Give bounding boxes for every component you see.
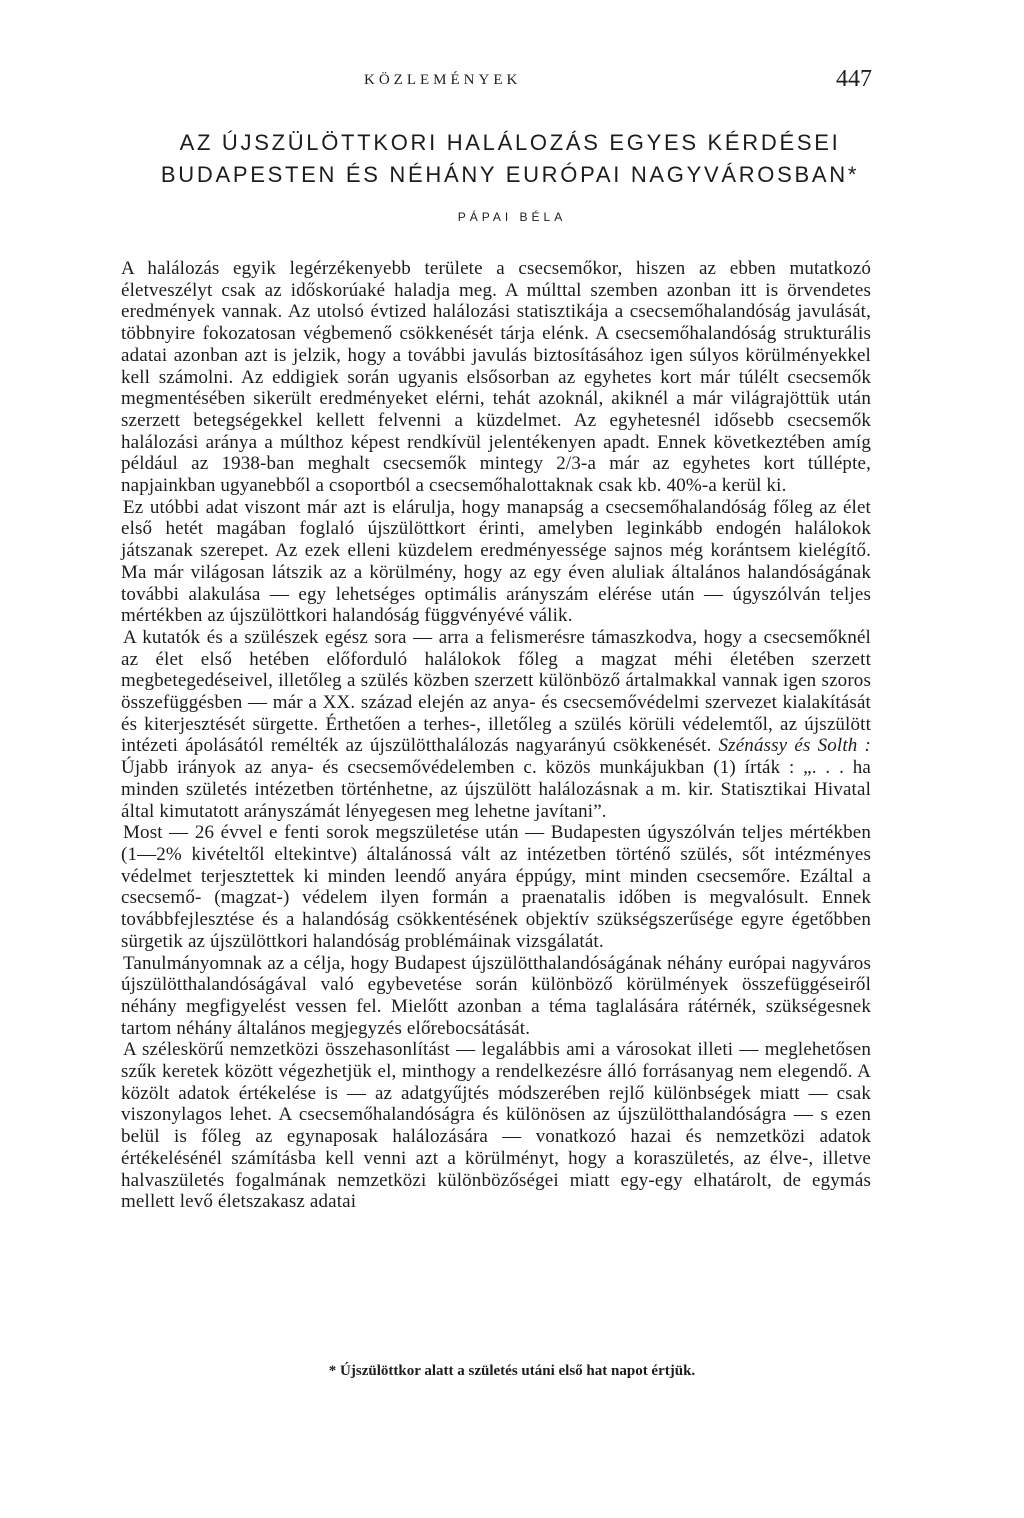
footnote: * Újszülöttkor alatt a születés utáni első hat napot értjük. bbox=[328, 1363, 696, 1379]
paragraph-5: Tanulmányomnak az a célja, hogy Budapest újszülötthalandóságának néhány európai nagyváros újszülötthalandóságával való egybevetése során különböző körülmények összefüggéseiről néhány megfigyelést vessen fel. Mielőtt azonban a téma taglalására rátérnék, szükségesnek tartom néhány általános megjegyzés előrebocsátását. bbox=[121, 952, 871, 1039]
running-head: KÖZLEMÉNYEK bbox=[364, 72, 522, 88]
paragraph-3-text-after: Újabb irányok az anya- és csecsemővédelemben c. közös munkájukban (1) írták : „. . . ha minden születés intézetben történhetne, az újszülött halálozásnak a m. kir. Statisztikai Hivatal által kimutatott arányszámát lényegesen meg lehetne javítani”. bbox=[121, 757, 871, 822]
article-body bbox=[121, 258, 871, 1213]
page-number: 447 bbox=[836, 66, 872, 92]
article-title bbox=[130, 127, 890, 191]
cited-authors: Szénássy és Solth : bbox=[718, 735, 871, 757]
paragraph-3 bbox=[121, 627, 871, 822]
author-name: PÁPAI BÉLA bbox=[457, 210, 567, 224]
paragraph-2: Ez utóbbi adat viszont már azt is elárulja, hogy manapság a csecsemőhalandóság főleg az élet első hetét magában foglaló újszülöttkort érinti, amelyben leginkább endogén halálokok játszanak szerepet. Az ezek elleni küzdelem eredményessége sajnos még korántsem kielégítő. Ma már világosan látszik az a körülmény, hogy az egy éven aluliak általános halandóságának további alakulása — egy lehetséges optimális arányszám elérése után — úgyszólván teljes mértékben az újszülöttkori halandóság függvényévé válik. bbox=[121, 496, 871, 627]
article-title-line-1: AZ ÚJSZÜLÖTTKORI HALÁLOZÁS EGYES KÉRDÉSEI bbox=[179, 130, 841, 155]
paragraph-6: A széleskörű nemzetközi összehasonlítást — legalábbis ami a városokat illeti — meglehetősen szűk keretek között végezhetjük el, minthogy a rendelkezésre álló forrásanyag nem elegendő. A közölt adatok értékelése is — az adatgyűjtés módszerében rejlő különbségek miatt — csak viszonylagos lehet. A csecsemőhalandóságra és különösen az újszülötthalandóságra — s ezen belül is főleg az egynaposak halálozására — vonatkozó hazai és nemzetközi adatok értékelésénél számításba kell venni azt a körülményt, hogy a koraszületés, az élve-, illetve halvaszületés fogalmának nemzetközi különbözőségei miatt egy-egy elhatárolt, de egymás mellett levő életszakasz adatai bbox=[121, 1039, 871, 1213]
article-title-line-2: BUDAPESTEN ÉS NÉHÁNY EURÓPAI NAGYVÁROSBAN* bbox=[160, 162, 860, 187]
paragraph-1: A halálozás egyik legérzékenyebb területe a csecsemőkor, hiszen az ebben mutatkozó életveszélyt csak az időskorúaké haladja meg. A múlttal szemben azonban itt is örvendetes eredmények vannak. Az utolsó évtized halálozási statisztikája a csecsemőhalandóság javulását, többnyire fokozatosan végbemenő csökkenését tárja elénk. A csecsemőhalandóság strukturális adatai azonban azt is jelzik, hogy a további javulás biztosításához igen súlyos körülményekkel kell számolni. Az eddigiek során ugyanis elsősorban az egyhetes kort már túlélt csecsemők megmentésében sikerült eredményeket elérni, tehát azoknál, akiknél a már világrajöttük után szerzett betegségekkel kellett felvenni a küzdelmet. Az egyhetesnél idősebb csecsemők halálozási aránya a múlthoz képest rendkívül jelentékenyen apadt. Ennek következtében amíg például az 1938-ban meghalt csecsemők mintegy 2/3-a már az egyhetes kort túllépte, napjainkban ugyanebből a csoportból a csecsemőhalottaknak csak kb. 40%-a kerül ki. bbox=[121, 258, 871, 497]
page-header bbox=[0, 66, 1024, 96]
paragraph-3-text-before: A kutatók és a szülészek egész sora — arra a felismerésre támaszkodva, hogy a csecsemőknél az élet első hetében előforduló halálokok főleg a magzat méhi életében szerzett megbetegedéseivel, illetőleg a szülés közben szerzett különböző ártalmakkal vannak igen szoros összefüggésben — már a XX. század elején az anya- és csecsemővédelmi szervezet kialakítását és kiterjesztését sürgette. Érthetően a terhes-, illetőleg a szülés körüli védelemtől, az újszülött intézeti ápolásától remélték az újszülötthalálozás nagyarányú csökkenését. bbox=[121, 626, 871, 757]
paragraph-4: Most — 26 évvel e fenti sorok megszületése után — Budapesten úgyszólván teljes mértékben (1—2% kivételtől eltekintve) általánossá vált az intézetben történő szülés, sőt intézményes védelmet terjesztettek ki minden leendő anyára éppúgy, mint minden csecsemőre. Ezáltal a csecsemő- (magzat-) védelem ilyen formán a praenatalis időben is megvalósult. Ennek továbbfejlesztése és a halandóság csökkentésének objektív szükségszerűsége egyre égetőbben sürgetik az újszülöttkori halandóság problémáinak vizsgálatát. bbox=[121, 822, 871, 952]
